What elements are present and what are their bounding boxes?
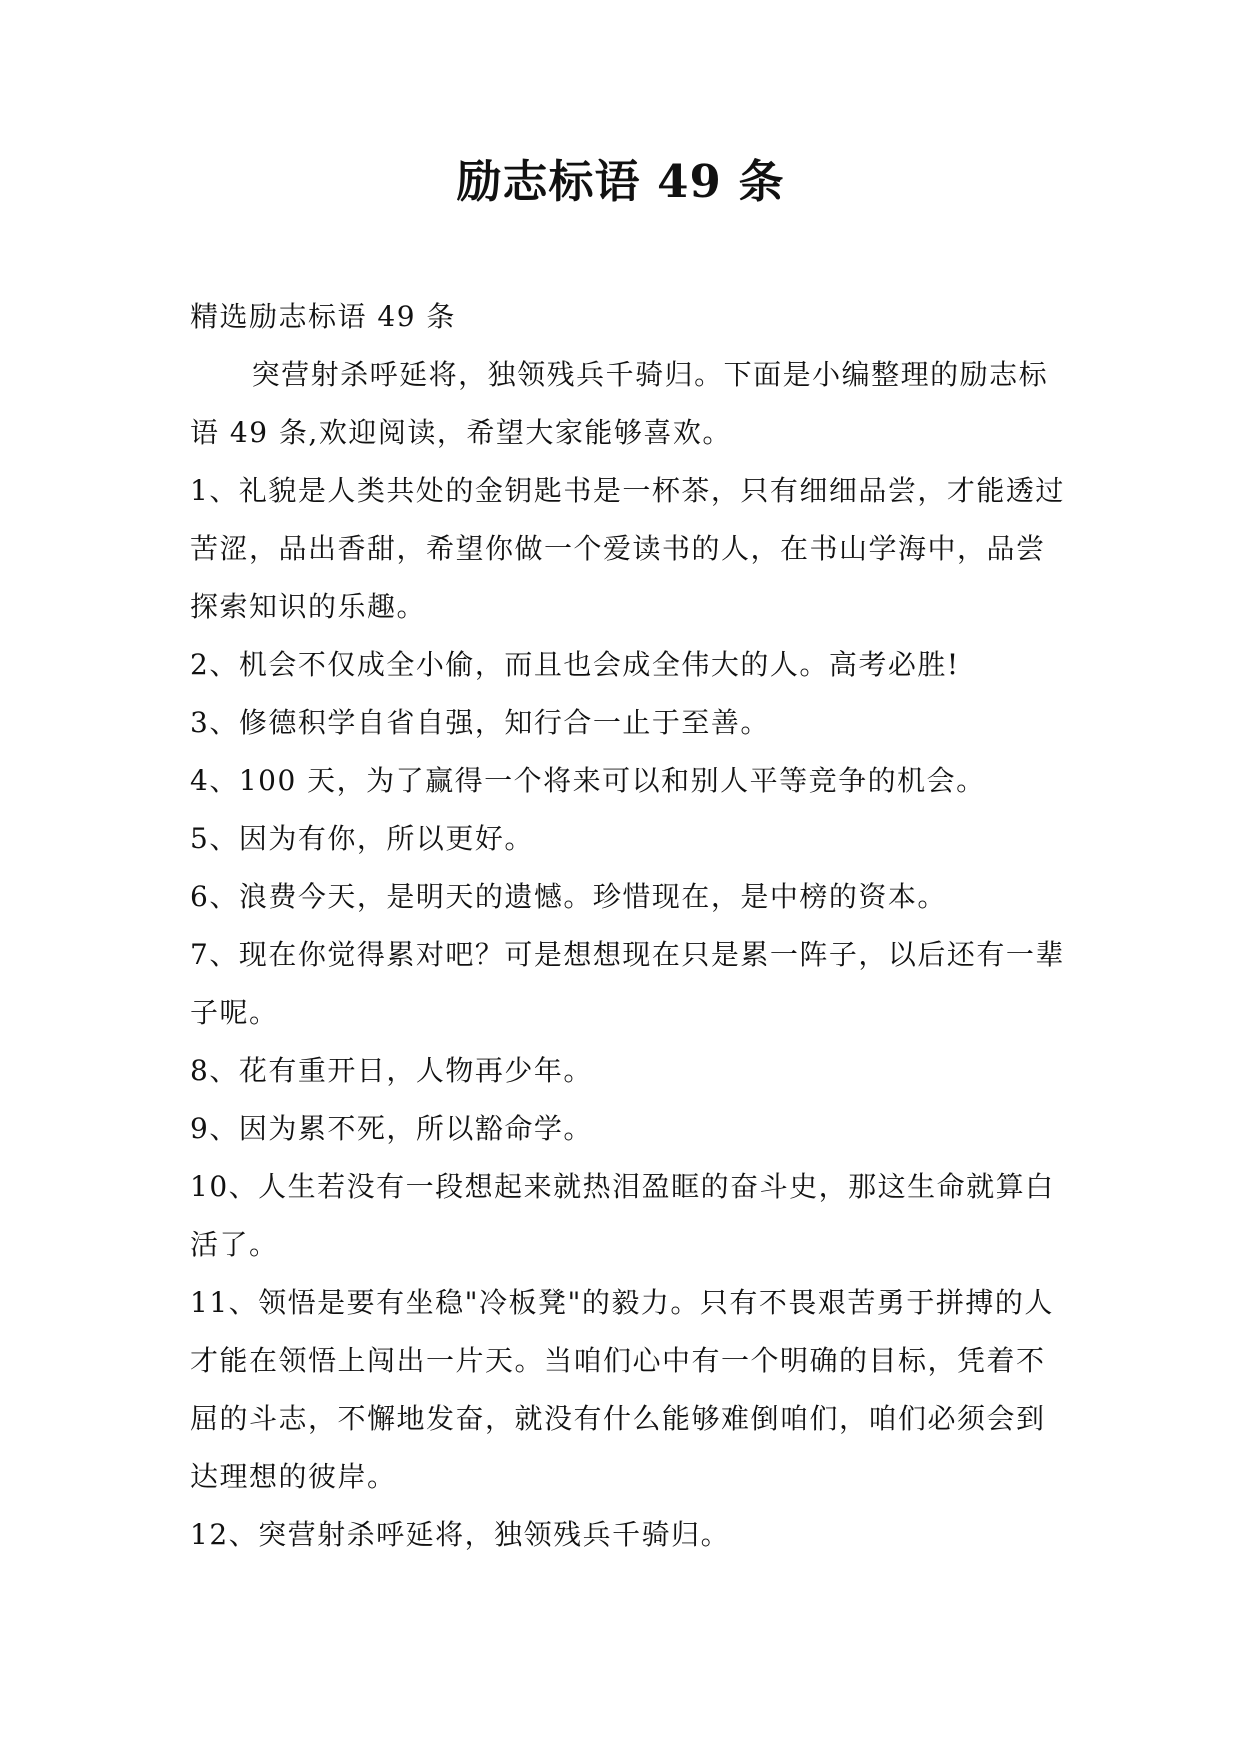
slogan-item-9: 9、因为累不死，所以豁命学。	[190, 1112, 593, 1145]
document-body	[190, 288, 1070, 1564]
slogan-item-5: 5、因为有你，所以更好。	[190, 822, 534, 855]
slogan-item-6: 6、浪费今天，是明天的遗憾。珍惜现在，是中榜的资本。	[190, 880, 947, 913]
slogan-item-7: 7、现在你觉得累对吧？可是想想现在只是累一阵子，以后还有一辈子呢。	[190, 938, 1065, 1029]
slogan-item-4: 4、100 天，为了赢得一个将来可以和别人平等竞争的机会。	[190, 764, 986, 797]
slogan-item-2: 2、机会不仅成全小偷，而且也会成全伟大的人。高考必胜!	[190, 648, 960, 681]
intro-paragraph: 突营射杀呼延将，独领残兵千骑归。下面是小编整理的励志标语 49 条,欢迎阅读，希望大家能够喜欢。	[190, 358, 1049, 449]
slogan-item-8: 8、花有重开日，人物再少年。	[190, 1054, 593, 1087]
document-subtitle: 精选励志标语 49 条	[190, 300, 456, 333]
slogan-item-11: 11、领悟是要有坐稳"冷板凳"的毅力。只有不畏艰苦勇于拼搏的人才能在领悟上闯出一片天。当咱们心中有一个明确的目标，凭着不屈的斗志，不懈地发奋，就没有什么能够难倒咱们，咱们必须会到达理想的彼岸。	[190, 1286, 1054, 1493]
slogan-item-1: 1、礼貌是人类共处的金钥匙书是一杯茶，只有细细品尝，才能透过苦涩，品出香甜，希望你做一个爱读书的人，在书山学海中，品尝探索知识的乐趣。	[190, 474, 1065, 623]
slogan-item-12: 12、突营射杀呼延将，独领残兵千骑归。	[190, 1518, 731, 1551]
slogan-item-10: 10、人生若没有一段想起来就热泪盈眶的奋斗史，那这生命就算白活了。	[190, 1170, 1055, 1261]
document-title: 励志标语 49 条	[456, 155, 785, 208]
slogan-item-3: 3、修德积学自省自强，知行合一止于至善。	[190, 706, 770, 739]
